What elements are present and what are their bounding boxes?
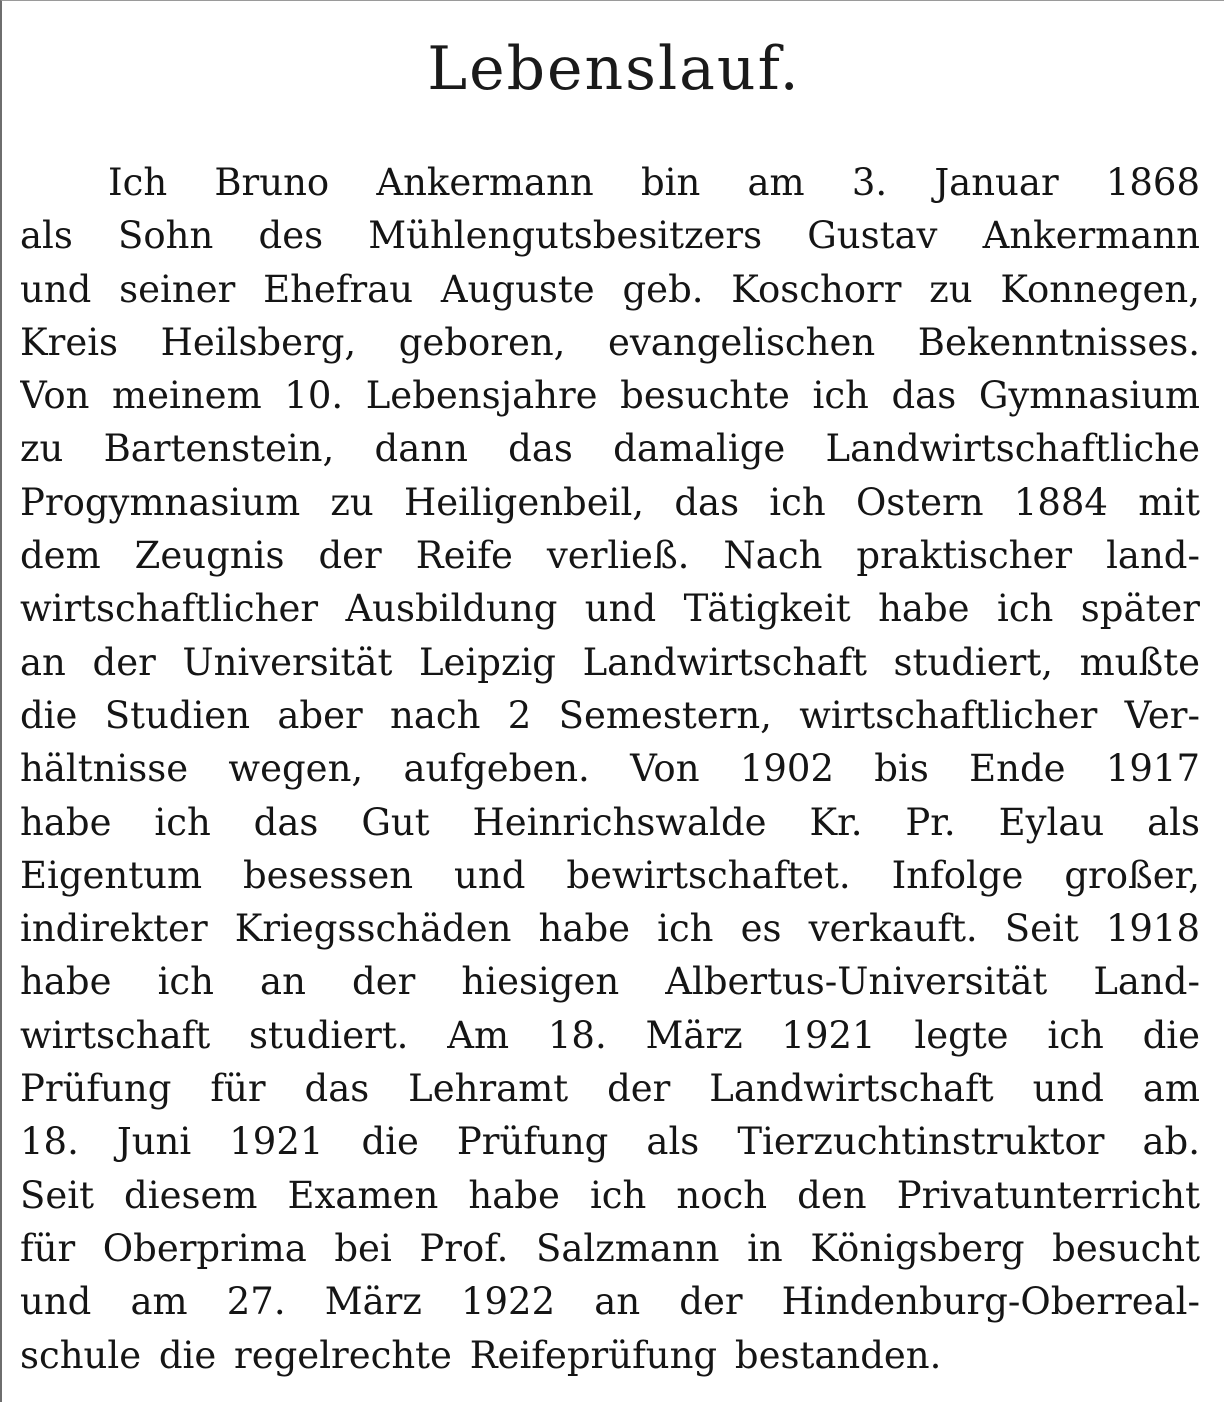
text-line: Progymnasium zu Heiligenbeil, das ich Ostern 1884 mit bbox=[20, 480, 1200, 524]
text-line: Kreis Heilsberg, geboren, evangelischen Bekenntnisses. bbox=[20, 320, 1200, 364]
text-line: Von meinem 10. Lebensjahre besuchte ich das Gymnasium bbox=[20, 374, 1200, 418]
text-line: hältnisse wegen, aufgeben. Von 1902 bis Ende 1917 bbox=[20, 747, 1200, 791]
text-line: Seit diesem Examen habe ich noch den Privatunterricht bbox=[20, 1173, 1200, 1217]
text-line: zu Bartenstein, dann das damalige Landwirtschaftliche bbox=[20, 427, 1200, 471]
text-line: als Sohn des Mühlengutsbesitzers Gustav Ankermann bbox=[20, 214, 1200, 258]
text-line: und seiner Ehefrau Auguste geb. Koschorr zu Konnegen, bbox=[20, 267, 1200, 311]
text-line: habe ich das Gut Heinrichswalde Kr. Pr. Eylau als bbox=[20, 800, 1200, 844]
text-line: wirtschaftlicher Ausbildung und Tätigkeit habe ich später bbox=[20, 587, 1200, 631]
text-line: Prüfung für das Lehramt der Landwirtschaft und am bbox=[20, 1067, 1200, 1111]
text-line: habe ich an der hiesigen Albertus-Universität Land- bbox=[20, 960, 1200, 1004]
text-line: wirtschaft studiert. Am 18. März 1921 legte ich die bbox=[20, 1013, 1200, 1057]
text-line: die Studien aber nach 2 Semestern, wirtschaftlicher Ver- bbox=[20, 693, 1200, 737]
text-line: schule die regelrechte Reifeprüfung bestanden. bbox=[20, 1333, 942, 1377]
text-line: indirekter Kriegsschäden habe ich es verkauft. Seit 1918 bbox=[20, 907, 1200, 951]
text-line: für Oberprima bei Prof. Salzmann in Königsberg besucht bbox=[20, 1226, 1200, 1270]
document-title: Lebenslauf. bbox=[427, 34, 801, 104]
text-line: Eigentum besessen und bewirtschaftet. Infolge großer, bbox=[20, 853, 1200, 897]
text-line: Ich Bruno Ankermann bin am 3. Januar 1868 bbox=[108, 161, 1200, 204]
document-body bbox=[20, 156, 1200, 1382]
text-line: 18. Juni 1921 die Prüfung als Tierzuchtinstruktor ab. bbox=[20, 1120, 1200, 1164]
text-line: an der Universität Leipzig Landwirtschaft studiert, mußte bbox=[20, 640, 1200, 684]
text-line: dem Zeugnis der Reife verließ. Nach praktischer land- bbox=[20, 534, 1200, 578]
text-line: und am 27. März 1922 an der Hindenburg-Oberreal- bbox=[20, 1280, 1200, 1324]
